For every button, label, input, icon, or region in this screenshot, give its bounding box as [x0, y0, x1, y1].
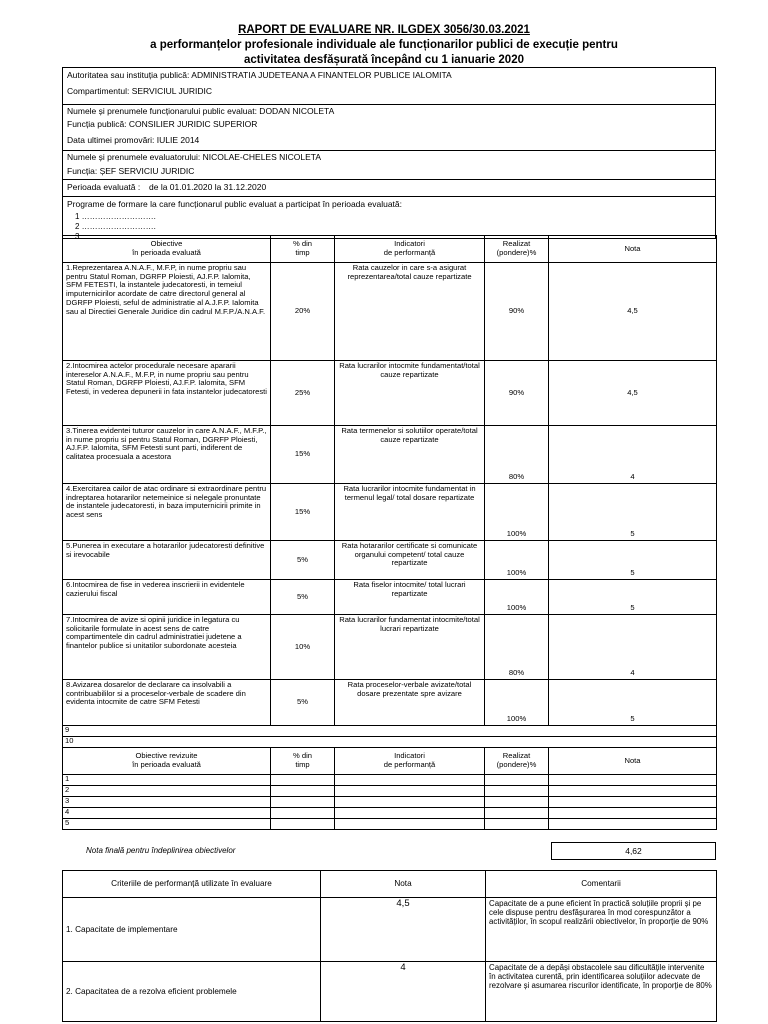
- objective-indicator: Rata termenelor si solutiilor operate/total cauze repartizate: [335, 426, 485, 484]
- evaluated-block: [63, 105, 715, 151]
- revised-cell: [271, 775, 335, 786]
- objective-time-pct: 5%: [271, 541, 335, 580]
- objective-grade: 4: [549, 426, 717, 484]
- report-title: RAPORT DE EVALUARE NR. ILGDEX 3056/30.03.2021: [238, 24, 530, 36]
- evaluator-function-field: Funcția: ȘEF SERVICIU JURIDIC: [67, 166, 195, 176]
- criteria-col-header: Criteriile de performanță utilizate în evaluare: [63, 871, 321, 898]
- objectives-col-title: Obiective: [150, 239, 183, 249]
- training-block: [63, 197, 715, 241]
- indicators-col-subtitle: de performanță: [383, 248, 436, 257]
- time-pct-col-subtitle: timp: [295, 248, 310, 257]
- objective-grade: 5: [549, 541, 717, 580]
- revised-objectives-col-header: [63, 748, 271, 775]
- institution-block: [63, 68, 715, 105]
- revised-cell: [335, 819, 485, 830]
- revised-row: [63, 786, 717, 797]
- grade-col-title: Nota: [624, 243, 641, 253]
- criteria-grade-col-header: Nota: [321, 871, 486, 898]
- objective-row: [63, 361, 717, 426]
- objective-time-pct: 5%: [271, 680, 335, 726]
- objective-grade: 5: [549, 580, 717, 615]
- time-pct-col-header: [271, 236, 335, 263]
- training-programs-label: Programe de formare la care funcționarul public evaluat a participat în perioada evaluată:: [67, 199, 402, 209]
- objective-achieved: 80%: [485, 426, 549, 484]
- training-program-3: 3 ……………………….: [75, 232, 156, 241]
- empty-objective-row: [63, 737, 717, 748]
- final-grade-label: Nota finală pentru îndeplinirea obiectivelor: [86, 846, 236, 855]
- revised-row: [63, 797, 717, 808]
- revised-row-number: 4: [63, 808, 271, 819]
- revised-cell: [335, 775, 485, 786]
- objective-row: [63, 615, 717, 680]
- revised-cell: [271, 797, 335, 808]
- objective-indicator: Rata cauzelor in care s-a asigurat reprezentarea/total cauze repartizate: [335, 263, 485, 361]
- evaluator-name-field: Numele și prenumele evaluatorului: NICOLAE-CHELES NICOLETA: [67, 152, 321, 162]
- revised-time-pct-subtitle: timp: [295, 760, 310, 769]
- objective-indicator: Rata lucrarilor intocmite fundamentat in termenul legal/ total dosare repartizate: [335, 484, 485, 541]
- revised-row: [63, 819, 717, 830]
- objectives-header-row: [63, 236, 717, 263]
- objective-achieved: 100%: [485, 580, 549, 615]
- final-grade-value: 4,62: [551, 842, 716, 860]
- training-program-2: 2 ……………………….: [75, 222, 156, 231]
- department-field: Compartimentul: SERVICIUL JURIDIC: [67, 86, 213, 96]
- report-subtitle-period: activitatea desfășurată începând cu 1 ianuarie 2020: [244, 54, 524, 66]
- objective-grade: 5: [549, 484, 717, 541]
- revised-col-title: Obiective revizuite: [135, 751, 198, 761]
- institution-field: Autoritatea sau instituția publică: ADMINISTRATIA JUDETEANA A FINANTELOR PUBLICE IALOMITA: [67, 70, 452, 80]
- public-function-field: Funcția publică: CONSILIER JURIDIC SUPERIOR: [67, 119, 258, 129]
- revised-row-number: 1: [63, 775, 271, 786]
- objective-achieved: 100%: [485, 541, 549, 580]
- revised-grade-col-header: [549, 748, 717, 775]
- objective-indicator: Rata proceselor-verbale avizate/total dosare prezentate spre avizare: [335, 680, 485, 726]
- indicators-col-title: Indicatori: [394, 239, 425, 249]
- empty-row-number: 9: [63, 726, 717, 737]
- revised-achieved-col-header: [485, 748, 549, 775]
- revised-cell: [271, 819, 335, 830]
- revised-header-row: [63, 748, 717, 775]
- achieved-col-subtitle: (pondere)%: [496, 248, 537, 257]
- training-program-1: 1 ……………………….: [75, 212, 156, 221]
- achieved-col-header: [485, 236, 549, 263]
- criteria-comments-col-header: Comentarii: [486, 871, 717, 898]
- revised-grade-title: Nota: [624, 755, 641, 765]
- revised-cell: [549, 819, 717, 830]
- revised-row-number: 3: [63, 797, 271, 808]
- criteria-row: [63, 898, 717, 962]
- criteria-grade: 4,5: [321, 898, 486, 962]
- period-value: de la 01.01.2020 la 31.12.2020: [149, 182, 267, 192]
- period-label: Perioada evaluată :: [67, 182, 141, 192]
- objective-text: 8.Avizarea dosarelor de declarare ca insolvabili a contribuabililor si a proceselor-verbale de scadere din evidenta intocmite de catre SFM Fetesti: [63, 680, 271, 726]
- objective-text: 3.Tinerea evidentei tuturor cauzelor in care A.N.A.F., M.F.P., in nume propriu si pentru Statul Roman, DGRFP Ploiesti, AJ.F.P. Ialomita, SFM Fetesti sunt parti, indiferent de calitatea procesuala a acestora: [63, 426, 271, 484]
- criteria-comment: Capacitate de a pune eficient în practică soluțiile proprii și pe cele dispuse pentru desfășurarea în mod corespunzător a activităților, în scopul realizării obiectivelor, în proporție de 90%: [486, 898, 717, 962]
- revised-cell: [485, 819, 549, 830]
- report-subtitle: a performanțelor profesionale individuale ale funcționarilor publici de execuție pentru: [150, 39, 618, 51]
- objective-text: 4.Exercitarea cailor de atac ordinare si extraordinare pentru indreptarea hotararilor netemeinice si nelegale pronuntate de instantele judecatoresti, in baza imputernicirii primite in acest sens: [63, 484, 271, 541]
- revised-indicators-title: Indicatori: [394, 751, 425, 761]
- revised-row-number: 2: [63, 786, 271, 797]
- objective-achieved: 90%: [485, 263, 549, 361]
- revised-cell: [485, 797, 549, 808]
- employee-info-section: [62, 67, 716, 239]
- revised-col-subtitle: în perioada evaluată: [132, 760, 201, 769]
- evaluator-block: [63, 151, 715, 180]
- criteria-row: [63, 962, 717, 1022]
- objective-indicator: Rata lucrarilor intocmite fundamentat/total cauze repartizate: [335, 361, 485, 426]
- revised-indicators-col-header: [335, 748, 485, 775]
- last-promotion-field: Data ultimei promovări: IULIE 2014: [67, 135, 200, 145]
- objective-grade: 4,5: [549, 361, 717, 426]
- criteria-name: 2. Capacitatea de a rezolva eficient problemele: [63, 962, 321, 1022]
- objective-text: 7.Intocmirea de avize si opinii juridice in legatura cu solicitarile formulate in acest sens de catre compartimentele din cadrul administratiei judetene a finantelor publice si unitatilor subordonate acesteia: [63, 615, 271, 680]
- revised-row-number: 5: [63, 819, 271, 830]
- revised-indicators-subtitle: de performanță: [383, 760, 436, 769]
- objective-row: [63, 541, 717, 580]
- objective-indicator: Rata fiselor intocmite/ total lucrari repartizate: [335, 580, 485, 615]
- objective-achieved: 90%: [485, 361, 549, 426]
- objective-achieved: 100%: [485, 680, 549, 726]
- objective-text: 5.Punerea in executare a hotararilor judecatoresti definitive si irevocabile: [63, 541, 271, 580]
- objective-text: 2.Intocmirea actelor procedurale necesare apararii intereselor A.N.A.F., M.F.P, in nume propriu sau pentru Statul Roman, DGRFP Ploiesti, AJ.F.P. Ialomita, SFM Fetesti, in vederea depunerii in fata instantelor judecatoresti: [63, 361, 271, 426]
- criteria-name: 1. Capacitate de implementare: [63, 898, 321, 962]
- objectives-col-header: [63, 236, 271, 263]
- objective-text: 6.Intocmirea de fise in vederea inscrierii in evidentele cazierului fiscal: [63, 580, 271, 615]
- revised-achieved-title: Realizat: [502, 751, 531, 761]
- objective-row: [63, 680, 717, 726]
- revised-time-pct-title: % din: [293, 751, 312, 761]
- objective-indicator: Rata lucrarilor fundamentat intocmite/total lucrari repartizate: [335, 615, 485, 680]
- objective-grade: 4: [549, 615, 717, 680]
- revised-row: [63, 808, 717, 819]
- indicators-col-header: [335, 236, 485, 263]
- criteria-header-row: [63, 871, 717, 898]
- objective-time-pct: 15%: [271, 484, 335, 541]
- criteria-table: [62, 870, 717, 1022]
- period-block: [63, 180, 715, 197]
- revised-cell: [485, 775, 549, 786]
- objective-row: [63, 580, 717, 615]
- objective-time-pct: 20%: [271, 263, 335, 361]
- objective-time-pct: 5%: [271, 580, 335, 615]
- revised-cell: [549, 808, 717, 819]
- objective-indicator: Rata hotararilor certificate si comunicate organului competent/ total cauze repartizate: [335, 541, 485, 580]
- objective-grade: 5: [549, 680, 717, 726]
- objective-achieved: 80%: [485, 615, 549, 680]
- evaluated-name-field: Numele și prenumele funcționarului public evaluat: DODAN NICOLETA: [67, 106, 335, 116]
- time-pct-col-title: % din: [293, 239, 312, 249]
- objective-row: [63, 426, 717, 484]
- revised-cell: [271, 808, 335, 819]
- objective-row: [63, 484, 717, 541]
- criteria-grade: 4: [321, 962, 486, 1022]
- revised-achieved-subtitle: (pondere)%: [496, 760, 537, 769]
- revised-time-pct-col-header: [271, 748, 335, 775]
- revised-cell: [549, 775, 717, 786]
- revised-cell: [335, 786, 485, 797]
- empty-objective-row: [63, 726, 717, 737]
- objective-time-pct: 25%: [271, 361, 335, 426]
- criteria-comment: Capacitate de a depăși obstacolele sau dificultățile intervenite în activitatea curentă, prin identificarea soluțiilor adecvate de rezolvare și asumarea riscurilor identificate, în proporție de 80%: [486, 962, 717, 1022]
- revised-cell: [271, 786, 335, 797]
- objectives-col-subtitle: în perioada evaluată: [132, 248, 201, 257]
- revised-cell: [335, 808, 485, 819]
- objectives-table: [62, 235, 717, 830]
- revised-cell: [335, 797, 485, 808]
- achieved-col-title: Realizat: [502, 239, 531, 249]
- revised-cell: [549, 786, 717, 797]
- revised-cell: [549, 797, 717, 808]
- empty-row-number: 10: [63, 737, 717, 748]
- objective-time-pct: 15%: [271, 426, 335, 484]
- objective-achieved: 100%: [485, 484, 549, 541]
- objective-row: [63, 263, 717, 361]
- grade-col-header: [549, 236, 717, 263]
- revised-row: [63, 775, 717, 786]
- objective-grade: 4,5: [549, 263, 717, 361]
- objective-text: 1.Reprezentarea A.N.A.F., M.F.P, in nume propriu sau pentru Statul Roman, DGRFP Ploiesti, AJ.F.P. Ialomita, SFM FETESTI, la instantele judecatoresti, in temeiul imputernicirilor acordate de catre directorul general al DGRFP Ploiesti, seful de administratie al A.J.F.P. Ialomita sau al Directiei Generale Juridice din cadrul M.F.P./A.N.A.F.: [63, 263, 271, 361]
- objective-time-pct: 10%: [271, 615, 335, 680]
- revised-cell: [485, 786, 549, 797]
- revised-cell: [485, 808, 549, 819]
